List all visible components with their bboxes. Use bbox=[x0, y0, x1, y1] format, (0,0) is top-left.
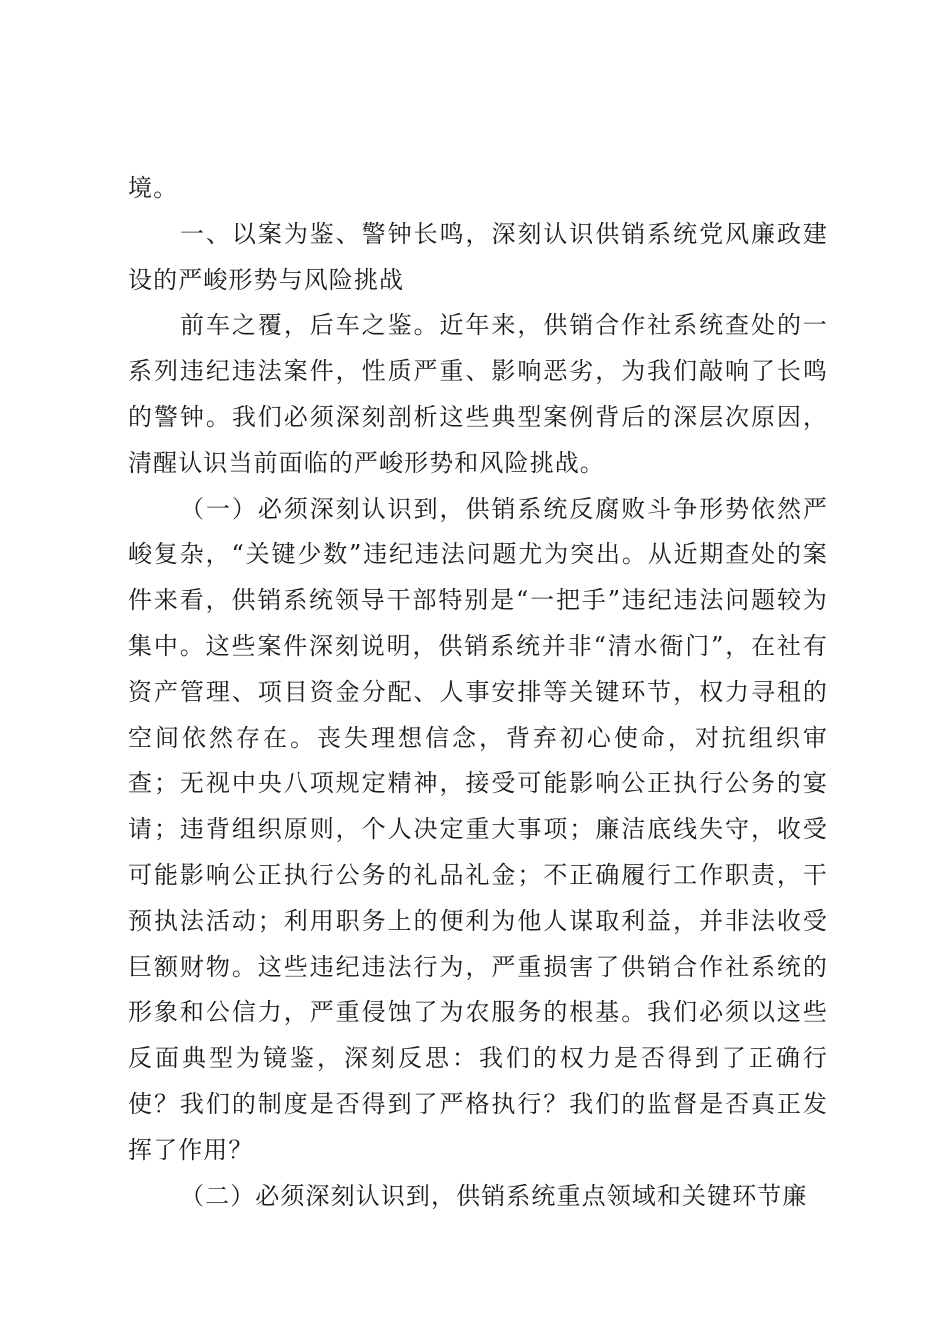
paragraph-intro: 前车之覆，后车之鉴。近年来，供销合作社系统查处的一系列违纪违法案件，性质严重、影响恶劣，为我们敲响了长鸣的警钟。我们必须深刻剖析这些典型案例背后的深层次原因，清醒认识当前面临的严峻形势和风险挑战。 bbox=[128, 311, 828, 477]
paragraph-point-one: （一）必须深刻认识到，供销系统反腐败斗争形势依然严峻复杂，“关键少数”违纪违法问题尤为突出。从近期查处的案件来看，供销系统领导干部特别是“一把手”违纪违法问题较为集中。这些案件深刻说明，供销系统并非“清水衙门”，在社有资产管理、项目资金分配、人事安排等关键环节，权力寻租的空间依然存在。丧失理想信念，背弃初心使命，对抗组织审查；无视中央八项规定精神，接受可能影响公正执行公务的宴请；违背组织原则，个人决定重大事项；廉洁底线失守，收受可能影响公正执行公务的礼品礼金；不正确履行工作职责，干预执法活动；利用职务上的便利为他人谋取利益，并非法收受巨额财物。这些违纪违法行为，严重损害了供销合作社系统的形象和公信力，严重侵蚀了为农服务的根基。我们必须以这些反面典型为镜鉴，深刻反思：我们的权力是否得到了正确行使？我们的制度是否得到了严格执行？我们的监督是否真正发挥了作用？ bbox=[128, 494, 828, 1164]
paragraph-point-two: （二）必须深刻认识到，供销系统重点领域和关键环节廉 bbox=[180, 1181, 808, 1210]
document-body bbox=[128, 166, 828, 1219]
section-heading: 一、以案为鉴、警钟长鸣，深刻认识供销系统党风廉政建设的严峻形势与风险挑战 bbox=[128, 219, 828, 294]
paragraph-continuation: 境。 bbox=[128, 174, 179, 202]
